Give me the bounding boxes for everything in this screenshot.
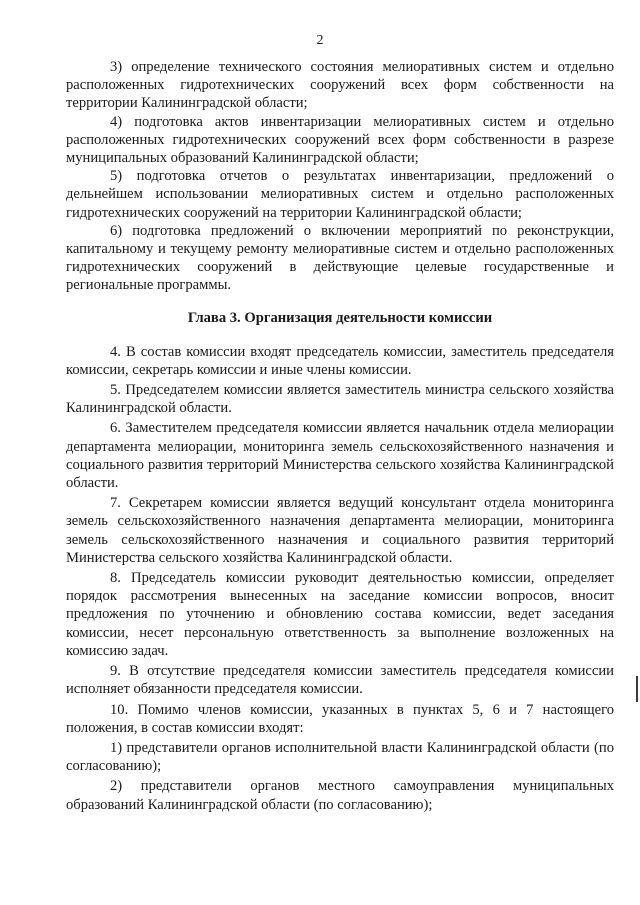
list-item-5-paragraph: 5) подготовка отчетов о результатах инвентаризации, предложений о дельнейшем использовании мелиоративных систем и отдельно расположенных гидротехнических сооружений на территории Калининградской области; bbox=[66, 168, 614, 221]
clause-10-subitem-1: 1) представители органов исполнительной власти Калининградской области (по согласованию); bbox=[66, 739, 614, 775]
list-item-4-paragraph: 4) подготовка актов инвентаризации мелиоративных систем и отдельно расположенных гидротехнических сооружений всех форм собственности в разрезе муниципальных образований Калининградской области; bbox=[66, 113, 614, 167]
clause-10-paragraph: 10. Помимо членов комиссии, указанных в пунктах 5, 6 и 7 настоящего положения, в состав комиссии входят: bbox=[66, 701, 614, 736]
clause-7-paragraph: 7. Секретарем комиссии является ведущий консультант отдела мониторинга земель сельскохозяйственного назначения департамента мелиорации, мониторинга земель сельскохозяйственного назначения и социального развития территорий Министерства сельского хозяйства Калининградской области. bbox=[66, 495, 614, 566]
page-number: 2 bbox=[316, 33, 324, 48]
clause-8-paragraph: 8. Председатель комиссии руководит деятельностью комиссии, определяет порядок рассмотрения вынесенных на заседание комиссии вопросов, вносит предложения по уточнению и обновлению состава комиссии, ведет заседания комиссии, несет персональную ответственность за выполнение возложенных на комиссию задач. bbox=[66, 570, 614, 659]
clause-10-subitem-2: 2) представители органов местного самоуправления муниципальных образований Калининградской области (по согласованию); bbox=[66, 778, 614, 813]
clause-4-paragraph: 4. В состав комиссии входят председатель комиссии, заместитель председателя комиссии, секретарь комиссии и иные члены комиссии. bbox=[66, 343, 614, 378]
clause-5-paragraph: 5. Председателем комиссии является заместитель министра сельского хозяйства Калининградской области. bbox=[66, 382, 614, 417]
list-item-3-paragraph: 3) определение технического состояния мелиоративных систем и отдельно расположенных гидротехнических сооружений всех форм собственности на территории Калининградской области; bbox=[66, 59, 614, 112]
list-item-6-paragraph: 6) подготовка предложений о включении мероприятий по реконструкции, капитальному и текущему ремонту мелиоративные систем и отдельно расположенных гидротехнических сооружений в действующие целевые государственные и региональные программы. bbox=[66, 222, 614, 294]
scan-edge-mark bbox=[636, 676, 638, 702]
clause-6-paragraph: 6. Заместителем председателя комиссии является начальник отдела мелиорации департамента мелиорации, мониторинга земель сельскохозяйственного назначения и социального развития территорий Министерства сельского хозяйства Калининградской области. bbox=[66, 420, 614, 492]
chapter-3-heading: Глава 3. Организация деятельности комиссии bbox=[187, 309, 493, 326]
document-body bbox=[66, 58, 614, 814]
clause-9-paragraph: 9. В отсутствие председателя комиссии заместитель председателя комиссии исполняет обязанности председателя комиссии. bbox=[66, 663, 614, 698]
